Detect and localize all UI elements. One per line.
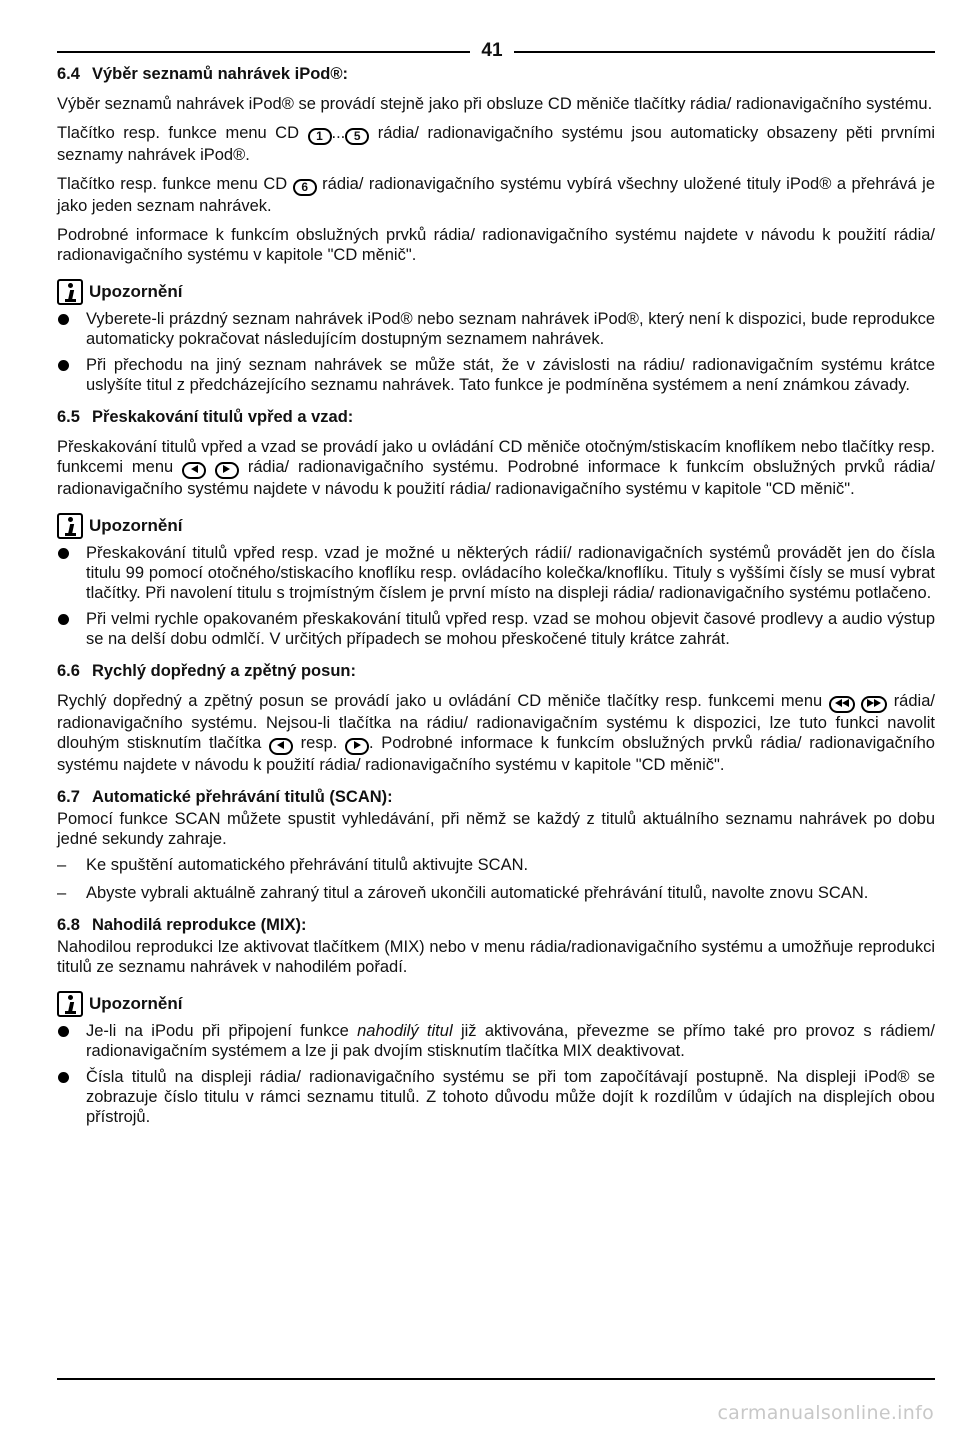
info-icon bbox=[57, 991, 83, 1017]
section-6-4-heading bbox=[57, 64, 935, 84]
dash-item: – Ke spuštění automatického přehrávání titulů aktivujte SCAN. bbox=[57, 855, 935, 875]
section-title: Výběr seznamů nahrávek iPod®: bbox=[91, 65, 349, 83]
note-list bbox=[57, 543, 935, 649]
paragraph: Podrobné informace k funkcím obslužných prvků rádia/ radionavigačního systému najdete v návodu k použití rádia/ radionavigačního systému v kapitole "CD měnič". bbox=[57, 226, 935, 264]
fast-forward-key-icon bbox=[861, 696, 887, 713]
paragraph: Výběr seznamů nahrávek iPod® se provádí stejně jako při obsluze CD měniče tlačítky rádia/ radionavigačního systému. bbox=[57, 95, 933, 113]
page-header bbox=[57, 40, 935, 62]
rewind-key-icon bbox=[829, 696, 855, 713]
paragraph: Pomocí funkce SCAN můžete spustit vyhledávání, při němž se každý z titulů aktuálního seznamu nahrávek po dobu jedné sekundy zahraje. bbox=[57, 810, 935, 848]
paragraph: Tlačítko resp. funkce menu CD 1 ... 5 rádia/ radionavigačního systému jsou automaticky obsazeny pěti prvními seznamy nahrávek iPod®. bbox=[57, 124, 935, 164]
dash-list bbox=[57, 855, 935, 903]
section-6-8-heading bbox=[57, 915, 935, 935]
section-title: Automatické přehrávání titulů (SCAN): bbox=[91, 788, 393, 806]
section-6-5-heading bbox=[57, 407, 935, 427]
note-item: Přeskakování titulů vpřed resp. vzad je možné u některých rádií/ radionavigačních systémů provádět jen do čísla titulu 99 pomocí otočného/stiskacího knoflíku resp. ovládacího kolečka/knoflíku. Tituly s vyššími čísly se musí vybrat tlačítky. Při navolení titulu s trojmístným číslem je první místo na displeji rádia/ radionavigačního systému potlačeno. bbox=[57, 543, 935, 603]
note-title: Upozornění bbox=[89, 994, 183, 1013]
section-number: 6.6 bbox=[57, 662, 80, 680]
note-heading bbox=[57, 513, 935, 539]
note-item: Při přechodu na jiný seznam nahrávek se může stát, že v závislosti na rádiu/ radionavigačním systému krátce uslyšíte titul z předcházejícího seznamu nahrávek. Tato funkce je podmíněna systémem a není známkou závady. bbox=[57, 355, 935, 395]
info-icon bbox=[57, 279, 83, 305]
footer-rule bbox=[57, 1378, 935, 1380]
cd-key-6-icon: 6 bbox=[293, 179, 317, 196]
note-item: Je-li na iPodu při připojení funkce nahodilý titul již aktivována, převezme se přímo také pro provoz s rádiem/ radionavigačním systémem a lze ji pak dvojím stisknutím tlačítka MIX deaktivovat. bbox=[57, 1021, 935, 1061]
prev-track-key-icon bbox=[182, 462, 206, 479]
watermark: carmanualsonline.info bbox=[717, 1402, 934, 1424]
next-track-key-icon bbox=[345, 738, 369, 755]
paragraph: Tlačítko resp. funkce menu CD 6 rádia/ radionavigačního systému vybírá všechny uložené tituly iPod® a přehrává je jako jeden seznam nahrávek. bbox=[57, 175, 935, 215]
note-item: Při velmi rychle opakovaném přeskakování titulů vpřed resp. vzad se mohou objevit časové prodlevy a audio výstup se na delší dobu odmlčí. V určitých případech se mohou přeskočené tituly krátce zahrát. bbox=[57, 609, 935, 649]
section-6-6-heading bbox=[57, 661, 935, 681]
cd-key-5-icon: 5 bbox=[345, 128, 369, 145]
paragraph: Nahodilou reprodukci lze aktivovat tlačítkem (MIX) nebo v menu rádia/radionavigačního systému a umožňuje reprodukci titulů ze seznamu nahrávek v nahodilém pořadí. bbox=[57, 938, 935, 976]
note-list bbox=[57, 309, 935, 395]
section-number: 6.7 bbox=[57, 788, 80, 806]
info-icon bbox=[57, 513, 83, 539]
note-list bbox=[57, 1021, 935, 1127]
section-title: Přeskakování titulů vpřed a vzad: bbox=[91, 408, 354, 426]
page-content bbox=[57, 64, 935, 1127]
header-rule-right bbox=[514, 51, 935, 53]
page-number: 41 bbox=[481, 40, 503, 61]
note-heading bbox=[57, 279, 935, 305]
note-item: Vyberete-li prázdný seznam nahrávek iPod® nebo seznam nahrávek iPod®, který není k dispozici, bude reprodukce automaticky pokračovat následujícím dostupným seznamem nahrávek. bbox=[57, 309, 935, 349]
header-rule-left bbox=[57, 51, 470, 53]
section-number: 6.5 bbox=[57, 408, 80, 426]
section-number: 6.4 bbox=[57, 65, 80, 83]
section-title: Rychlý dopředný a zpětný posun: bbox=[91, 662, 356, 680]
dash-item: – Abyste vybrali aktuálně zahraný titul a zároveň ukončili automatické přehrávání titulů, navolte znovu SCAN. bbox=[57, 883, 935, 903]
paragraph: Rychlý dopředný a zpětný posun se provádí jako u ovládání CD měniče tlačítky resp. funkcemi menu rádia/ radionavigačního systému. Nejsou-li tlačítka na rádiu/ radionavigačním systému k dispozici, lze tuto funkci navolit dlouhým stisknutím tlačítka resp. . Podrobné informace k funkcím obslužných prvků rádia/ radionavigačního systému najdete v návodu k použití rádia/ radionavigačního systému v kapitole "CD měnič". bbox=[57, 692, 935, 774]
cd-key-1-icon: 1 bbox=[308, 128, 332, 145]
note-title: Upozornění bbox=[89, 282, 183, 301]
note-heading bbox=[57, 991, 935, 1017]
section-number: 6.8 bbox=[57, 916, 80, 934]
paragraph: Přeskakování titulů vpřed a vzad se provádí jako u ovládání CD měniče otočným/stiskacím knoflíkem nebo tlačítky resp. funkcemi menu rádia/ radionavigačního systému. Podrobné informace k funkcím obslužných prvků rádia/ radionavigačního systému najdete v návodu k použití rádia/ radionavigačního systému v kapitole "CD měnič". bbox=[57, 438, 935, 498]
prev-track-key-icon bbox=[269, 738, 293, 755]
section-6-7-heading bbox=[57, 787, 935, 807]
note-item: Čísla titulů na displeji rádia/ radionavigačního systému se při tom započítávají postupně. Na displeji iPod® se zobrazuje číslo titulu v rámci seznamu titulů. Z tohoto důvodu může dojít k rozdílům v údajích na displejích obou přístrojů. bbox=[57, 1067, 935, 1127]
note-title: Upozornění bbox=[89, 516, 183, 535]
section-title: Nahodilá reprodukce (MIX): bbox=[91, 916, 307, 934]
next-track-key-icon bbox=[215, 462, 239, 479]
